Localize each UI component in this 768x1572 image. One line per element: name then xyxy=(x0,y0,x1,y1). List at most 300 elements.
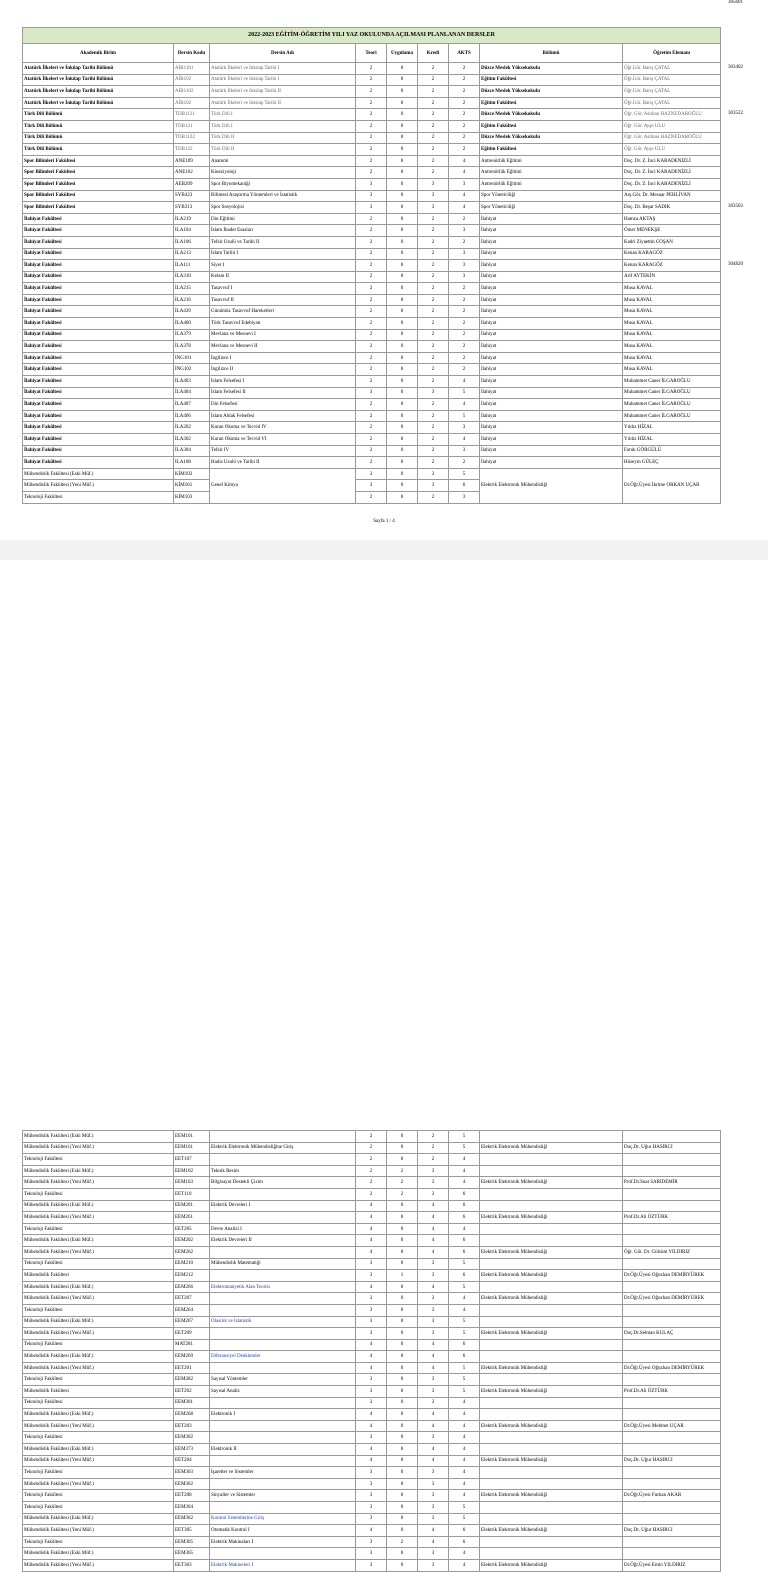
practice-cell: 0 xyxy=(387,480,418,492)
code-cell: EEM163 xyxy=(174,1177,210,1189)
name-cell: Türk Tasavvuf Edebiyatı xyxy=(210,318,356,330)
table-row xyxy=(23,236,721,248)
name-cell: Din Felsefesi xyxy=(210,399,356,411)
side-number: 305601 xyxy=(728,0,743,5)
credit-cell: 2 xyxy=(418,97,449,109)
table-row xyxy=(23,225,721,237)
table-row xyxy=(23,457,721,469)
code-cell: EEM304 xyxy=(174,1502,210,1514)
unit-cell: Teknoloji Fakültesi xyxy=(23,1536,174,1548)
department-cell xyxy=(480,1444,623,1456)
name-cell: Sinyaller ve Sistemler xyxy=(210,1490,356,1502)
code-cell: İLA111 xyxy=(174,260,210,272)
table-row xyxy=(23,1444,721,1456)
practice-cell: 0 xyxy=(387,1328,418,1340)
name-cell: Elektrik Makineleri I xyxy=(210,1559,356,1571)
table-row xyxy=(23,1409,721,1421)
unit-cell: Spor Bilimleri Fakültesi xyxy=(23,190,174,202)
table-row xyxy=(23,1212,721,1224)
practice-cell: 0 xyxy=(387,144,418,156)
unit-cell: Mühendislik Fakültesi (Yeni Müf.) xyxy=(23,1328,174,1340)
unit-cell: Mühendislik Fakültesi (Yeni Müf.) xyxy=(23,480,174,492)
code-cell: EEM365 xyxy=(174,1548,210,1560)
credit-cell: 4 xyxy=(418,1235,449,1247)
credit-cell: 2 xyxy=(418,410,449,422)
unit-cell: Atatürk İlkeleri ve İnkılap Tarihi Bölümü xyxy=(23,74,174,86)
name-cell: Kuran Okuma ve Tecvid VI xyxy=(210,434,356,446)
name-cell: Sayısal Analiz xyxy=(210,1386,356,1398)
ects-cell: 6 xyxy=(449,480,480,492)
credit-cell: 4 xyxy=(418,1351,449,1363)
table-row xyxy=(23,1420,721,1432)
name-cell: Sayısal Yöntemler xyxy=(210,1374,356,1386)
name-cell xyxy=(210,1304,356,1316)
practice-cell: 0 xyxy=(387,178,418,190)
credit-cell: 3 xyxy=(418,178,449,190)
credit-cell: 4 xyxy=(418,1536,449,1548)
theory-cell: 4 xyxy=(356,1351,387,1363)
ects-cell: 2 xyxy=(449,132,480,144)
name-cell: Türk Dili I xyxy=(210,120,356,132)
practice-cell: 0 xyxy=(387,1432,418,1444)
practice-cell: 0 xyxy=(387,1316,418,1328)
department-cell: Eğitim Fakültesi xyxy=(480,74,623,86)
practice-cell: 0 xyxy=(387,1502,418,1514)
credit-cell: 4 xyxy=(418,1455,449,1467)
ects-cell: 4 xyxy=(449,376,480,388)
theory-cell: 3 xyxy=(356,178,387,190)
instructor-cell xyxy=(623,1397,721,1409)
ects-cell: 2 xyxy=(449,318,480,330)
department-cell xyxy=(480,1409,623,1421)
code-cell: EEM212 xyxy=(174,1270,210,1282)
credit-cell: 3 xyxy=(418,1270,449,1282)
name-cell xyxy=(210,1455,356,1467)
department-cell: İlahiyat xyxy=(480,341,623,353)
ects-cell: 4 xyxy=(449,1490,480,1502)
ects-cell: 5 xyxy=(449,1374,480,1386)
credit-cell: 2 xyxy=(418,248,449,260)
instructor-cell xyxy=(623,1188,721,1200)
column-header: Öğretim Elemanı xyxy=(623,44,721,63)
department-cell: Eğitim Fakültesi xyxy=(480,120,623,132)
table-row xyxy=(23,399,721,411)
unit-cell: Teknoloji Fakültesi xyxy=(23,1397,174,1409)
ects-cell: 4 xyxy=(449,155,480,167)
instructor-cell: Musa KAVAL xyxy=(623,283,721,295)
name-cell: İslam Felsefesi I xyxy=(210,376,356,388)
table-row xyxy=(23,1235,721,1247)
unit-cell: Teknoloji Fakültesi xyxy=(23,1258,174,1270)
theory-cell: 2 xyxy=(356,422,387,434)
department-cell xyxy=(480,1154,623,1166)
credit-cell: 3 xyxy=(418,468,449,480)
credit-cell: 4 xyxy=(418,1246,449,1258)
instructor-cell: Dr.Öğr.Üyesi Oğuzhan DEMİRYÜREK xyxy=(623,1293,721,1305)
department-cell: Elektrik Elektronik Mühendisliği xyxy=(480,1142,623,1154)
ects-cell: 4 xyxy=(449,1165,480,1177)
ects-cell: 3 xyxy=(449,260,480,272)
table-row xyxy=(23,1270,721,1282)
ects-cell: 5 xyxy=(449,1142,480,1154)
instructor-cell: Öğr. Gör. Aslıhan HAZNEDAROĞLU xyxy=(623,109,721,121)
table-row xyxy=(23,167,721,179)
credit-cell: 2 xyxy=(418,318,449,330)
table-row xyxy=(23,63,721,75)
table-row xyxy=(23,1525,721,1537)
code-cell: EEM201 xyxy=(174,1200,210,1212)
ects-cell: 2 xyxy=(449,109,480,121)
code-cell: EEM362 xyxy=(174,1478,210,1490)
instructor-cell xyxy=(623,1154,721,1166)
theory-cell: 2 xyxy=(356,225,387,237)
unit-cell: Mühendislik Fakültesi (Yeni Müf.) xyxy=(23,1478,174,1490)
table-row xyxy=(23,1142,721,1154)
department-cell: İlahiyat xyxy=(480,410,623,422)
code-cell: AİB1101 xyxy=(174,63,210,75)
department-cell: İlahiyat xyxy=(480,294,623,306)
credit-cell: 2 xyxy=(418,352,449,364)
document-page-2 xyxy=(0,560,768,1568)
department-cell: Düzce Meslek Yüksekokulu xyxy=(480,132,623,144)
unit-cell: İlahiyat Fakültesi xyxy=(23,422,174,434)
instructor-cell: Doç. Dr. Beşar SADIK xyxy=(623,202,721,214)
column-header: AKTS xyxy=(449,44,480,63)
practice-cell: 0 xyxy=(387,248,418,260)
department-cell xyxy=(480,1502,623,1514)
code-cell: İLA202 xyxy=(174,422,210,434)
table-row xyxy=(23,1281,721,1293)
code-cell: İLA406 xyxy=(174,410,210,422)
theory-cell: 3 xyxy=(356,1258,387,1270)
unit-cell: Teknoloji Fakültesi xyxy=(23,1490,174,1502)
unit-cell: Spor Bilimleri Fakültesi xyxy=(23,202,174,214)
name-cell xyxy=(210,1548,356,1560)
department-cell: Antrenörlük Eğitimi xyxy=(480,178,623,190)
theory-cell: 3 xyxy=(356,1559,387,1571)
theory-cell: 2 xyxy=(356,271,387,283)
document-page-1 xyxy=(0,0,768,540)
table-row xyxy=(23,1397,721,1409)
practice-cell: 0 xyxy=(387,1212,418,1224)
practice-cell: 0 xyxy=(387,1559,418,1571)
code-cell: EET110 xyxy=(174,1188,210,1200)
ects-cell: 2 xyxy=(449,120,480,132)
department-cell: İlahiyat xyxy=(480,271,623,283)
column-header: Teori xyxy=(356,44,387,63)
theory-cell: 2 xyxy=(356,1188,387,1200)
code-cell: EEM264 xyxy=(174,1304,210,1316)
theory-cell: 2 xyxy=(356,248,387,260)
credit-cell: 2 xyxy=(418,74,449,86)
theory-cell: 3 xyxy=(356,1467,387,1479)
ects-cell: 2 xyxy=(449,236,480,248)
department-cell: Elektrik Elektronik Mühendisliği xyxy=(480,468,623,503)
unit-cell: İlahiyat Fakültesi xyxy=(23,318,174,330)
ects-cell: 4 xyxy=(449,1432,480,1444)
practice-cell: 0 xyxy=(387,1409,418,1421)
theory-cell: 3 xyxy=(356,190,387,202)
credit-cell: 2 xyxy=(418,260,449,272)
theory-cell: 4 xyxy=(356,1409,387,1421)
document-title: 2022-2023 EĞİTİM-ÖĞRETİM YILI YAZ OKULUNDA AÇILMASI PLANLANAN DERSLER xyxy=(23,28,721,44)
department-cell: İlahiyat xyxy=(480,387,623,399)
table-row xyxy=(23,410,721,422)
instructor-cell: Muhammet Caner İLGAROĞLU xyxy=(623,376,721,388)
department-cell: Antrenörlük Eğitimi xyxy=(480,167,623,179)
unit-cell: İlahiyat Fakültesi xyxy=(23,248,174,260)
name-cell: Kontrol Sistemlerine Giriş xyxy=(210,1513,356,1525)
courses-table-page-2 xyxy=(22,1130,721,1572)
credit-cell: 2 xyxy=(418,445,449,457)
department-cell: İlahiyat xyxy=(480,329,623,341)
department-cell: Elektrik Elektronik Mühendisliği xyxy=(480,1328,623,1340)
instructor-cell xyxy=(623,1502,721,1514)
practice-cell: 0 xyxy=(387,1154,418,1166)
table-row xyxy=(23,1513,721,1525)
table-row xyxy=(23,1386,721,1398)
ects-cell: 4 xyxy=(449,1293,480,1305)
credit-cell: 2 xyxy=(418,491,449,503)
table-row xyxy=(23,1548,721,1560)
theory-cell: 4 xyxy=(356,1444,387,1456)
code-cell: EEM373 xyxy=(174,1444,210,1456)
table-row xyxy=(23,1502,721,1514)
unit-cell: Mühendislik Fakültesi (Yeni Müf.) xyxy=(23,1293,174,1305)
theory-cell: 3 xyxy=(356,1513,387,1525)
table-row xyxy=(23,1351,721,1363)
credit-cell: 4 xyxy=(418,1409,449,1421)
table-row xyxy=(23,422,721,434)
department-cell xyxy=(480,1165,623,1177)
instructor-cell: Musa KAVAL xyxy=(623,294,721,306)
code-cell: EEM261 xyxy=(174,1212,210,1224)
table-row xyxy=(23,271,721,283)
ects-cell: 5 xyxy=(449,468,480,480)
name-cell: Spor Sosyolojisi xyxy=(210,202,356,214)
theory-cell: 2 xyxy=(356,294,387,306)
name-cell: İşaretler ve Sistemler xyxy=(210,1467,356,1479)
name-cell: Tasavvuf II xyxy=(210,294,356,306)
department-cell: Düzce Meslek Yüksekokulu xyxy=(480,86,623,98)
instructor-cell: Öğr. Gör. Ayşe ULU xyxy=(623,144,721,156)
unit-cell: Mühendislik Fakültesi (Eski Müf.) xyxy=(23,1409,174,1421)
credit-cell: 3 xyxy=(418,1188,449,1200)
credit-cell: 2 xyxy=(418,144,449,156)
ects-cell: 3 xyxy=(449,445,480,457)
instructor-cell: Ömer MENEKŞE xyxy=(623,225,721,237)
credit-cell: 3 xyxy=(418,1432,449,1444)
table-row xyxy=(23,1188,721,1200)
table-row xyxy=(23,341,721,353)
theory-cell: 3 xyxy=(356,1316,387,1328)
table-row xyxy=(23,1362,721,1374)
ects-cell: 3 xyxy=(449,271,480,283)
unit-cell: Atatürk İlkeleri ve İnkılap Tarihi Bölümü xyxy=(23,63,174,75)
ects-cell: 4 xyxy=(449,1223,480,1235)
code-cell: İLA460 xyxy=(174,318,210,330)
ects-cell: 5 xyxy=(449,1386,480,1398)
name-cell: Teknik Resim xyxy=(210,1165,356,1177)
credit-cell: 4 xyxy=(418,1525,449,1537)
credit-cell: 3 xyxy=(418,1490,449,1502)
theory-cell: 2 xyxy=(356,155,387,167)
instructor-cell: Öğr. Gör. Aslıhan HAZNEDAROĞLU xyxy=(623,132,721,144)
instructor-cell: Öğr. Gör. Dr. Gülsüm YILDIRIZ xyxy=(623,1246,721,1258)
credit-cell: 2 xyxy=(418,236,449,248)
column-header: Uygulama xyxy=(387,44,418,63)
unit-cell: Mühendislik Fakültesi (Yeni Müf.) xyxy=(23,1420,174,1432)
ects-cell: 4 xyxy=(449,434,480,446)
name-cell: Genel Kimya xyxy=(210,468,356,503)
department-cell xyxy=(480,1548,623,1560)
instructor-cell: Öğr. Gör. Ayşe ULU xyxy=(623,120,721,132)
name-cell: Atatürk İlkeleri ve İnkılap Tarihi I xyxy=(210,74,356,86)
unit-cell: İlahiyat Fakültesi xyxy=(23,364,174,376)
ects-cell: 3 xyxy=(449,422,480,434)
practice-cell: 0 xyxy=(387,1258,418,1270)
ects-cell: 3 xyxy=(449,491,480,503)
credit-cell: 3 xyxy=(418,1304,449,1316)
credit-cell: 4 xyxy=(418,1362,449,1374)
instructor-cell: Doç.Dr. Uğur HASIRCI xyxy=(623,1455,721,1467)
credit-cell: 4 xyxy=(418,1339,449,1351)
ects-cell: 4 xyxy=(449,190,480,202)
practice-cell: 2 xyxy=(387,1188,418,1200)
code-cell: TDB1122 xyxy=(174,132,210,144)
name-cell: İslam Felsefesi II xyxy=(210,387,356,399)
ects-cell: 5 xyxy=(449,1281,480,1293)
unit-cell: İlahiyat Fakültesi xyxy=(23,294,174,306)
unit-cell: Türk Dili Bölümü xyxy=(23,144,174,156)
theory-cell: 3 xyxy=(356,1270,387,1282)
instructor-cell: Kenan KARAGÖZ xyxy=(623,260,721,272)
unit-cell: Mühendislik Fakültesi (Yeni Müf.) xyxy=(23,1525,174,1537)
practice-cell: 0 xyxy=(387,1420,418,1432)
side-number: 303503 xyxy=(728,204,743,209)
practice-cell: 0 xyxy=(387,1397,418,1409)
unit-cell: Teknoloji Fakültesi xyxy=(23,1304,174,1316)
practice-cell: 0 xyxy=(387,341,418,353)
column-header: Akademik Birim xyxy=(23,44,174,63)
name-cell: Tasavvuf I xyxy=(210,283,356,295)
unit-cell: İlahiyat Fakültesi xyxy=(23,399,174,411)
credit-cell: 4 xyxy=(418,1420,449,1432)
table-row xyxy=(23,468,721,480)
code-cell: EEM302 xyxy=(174,1432,210,1444)
code-cell: KİM102 xyxy=(174,468,210,480)
table-row xyxy=(23,1165,721,1177)
instructor-cell xyxy=(623,1409,721,1421)
table-row xyxy=(23,1536,721,1548)
ects-cell: 2 xyxy=(449,213,480,225)
department-cell xyxy=(480,1281,623,1293)
department-cell xyxy=(480,1235,623,1247)
column-header: Kredi xyxy=(418,44,449,63)
name-cell: Atatürk İlkeleri ve İnkılap Tarihi I xyxy=(210,63,356,75)
name-cell: Elektromanyetik Alan Teorisi xyxy=(210,1281,356,1293)
instructor-cell: Muhammet Caner İLGAROĞLU xyxy=(623,387,721,399)
code-cell: İLA378 xyxy=(174,341,210,353)
code-cell: EEM267 xyxy=(174,1316,210,1328)
department-cell: Elektrik Elektronik Mühendisliği xyxy=(480,1362,623,1374)
department-cell: İlahiyat xyxy=(480,422,623,434)
theory-cell: 4 xyxy=(356,1455,387,1467)
ects-cell: 4 xyxy=(449,1154,480,1166)
instructor-cell: Musa KAVAL xyxy=(623,306,721,318)
department-cell: Elektrik Elektronik Mühendisliği xyxy=(480,1455,623,1467)
name-cell: Elektronik I xyxy=(210,1409,356,1421)
practice-cell: 0 xyxy=(387,155,418,167)
unit-cell: İlahiyat Fakültesi xyxy=(23,271,174,283)
code-cell: EET208 xyxy=(174,1490,210,1502)
credit-cell: 2 xyxy=(418,1142,449,1154)
credit-cell: 3 xyxy=(418,190,449,202)
credit-cell: 2 xyxy=(418,120,449,132)
unit-cell: Mühendislik Fakültesi (Eski Müf.) xyxy=(23,1235,174,1247)
practice-cell: 0 xyxy=(387,387,418,399)
table-row xyxy=(23,1316,721,1328)
unit-cell: Mühendislik Fakültesi (Eski Müf.) xyxy=(23,1351,174,1363)
table-row xyxy=(23,97,721,109)
code-cell: EET209 xyxy=(174,1328,210,1340)
practice-cell: 0 xyxy=(387,1362,418,1374)
code-cell: AİB1102 xyxy=(174,86,210,98)
department-cell: Antrenörlük Eğitimi xyxy=(480,155,623,167)
credit-cell: 3 xyxy=(418,1328,449,1340)
instructor-cell xyxy=(623,1478,721,1490)
instructor-cell: Öğr.Gör. Barış ÇATAL xyxy=(623,63,721,75)
practice-cell: 0 xyxy=(387,1490,418,1502)
unit-cell: Atatürk İlkeleri ve İnkılap Tarihi Bölümü xyxy=(23,86,174,98)
code-cell: EET202 xyxy=(174,1386,210,1398)
theory-cell: 2 xyxy=(356,236,387,248)
unit-cell: İlahiyat Fakültesi xyxy=(23,387,174,399)
department-cell: Elektrik Elektronik Mühendisliği xyxy=(480,1525,623,1537)
side-number: 303402 xyxy=(728,65,743,70)
name-cell: Elektronik II xyxy=(210,1444,356,1456)
code-cell: İLA404 xyxy=(174,387,210,399)
name-cell: Elektrik Devreleri II xyxy=(210,1235,356,1247)
table-row xyxy=(23,1339,721,1351)
unit-cell: Spor Bilimleri Fakültesi xyxy=(23,178,174,190)
department-cell xyxy=(480,1316,623,1328)
column-header: Dersin Kodu xyxy=(174,44,210,63)
ects-cell: 5 xyxy=(449,1258,480,1270)
credit-cell: 3 xyxy=(418,1316,449,1328)
name-cell: Elektrik Elektronik Mühendisliğine Giriş xyxy=(210,1142,356,1154)
name-cell: Türk Dili I xyxy=(210,109,356,121)
department-cell xyxy=(480,1397,623,1409)
department-cell xyxy=(480,1467,623,1479)
theory-cell: 2 xyxy=(356,445,387,457)
practice-cell: 0 xyxy=(387,1548,418,1560)
credit-cell: 3 xyxy=(418,1165,449,1177)
table-header xyxy=(23,44,721,63)
credit-cell: 2 xyxy=(418,329,449,341)
name-cell: İslam Tarihi I xyxy=(210,248,356,260)
table-row xyxy=(23,1304,721,1316)
ects-cell: 4 xyxy=(449,167,480,179)
table-row xyxy=(23,306,721,318)
instructor-cell: Dr.Öğr.Üyesi Emin YILDIRIZ xyxy=(623,1559,721,1571)
instructor-cell xyxy=(623,1351,721,1363)
instructor-cell: Musa KAVAL xyxy=(623,329,721,341)
department-cell xyxy=(480,1478,623,1490)
code-cell: EET107 xyxy=(174,1154,210,1166)
practice-cell: 0 xyxy=(387,445,418,457)
theory-cell: 2 xyxy=(356,132,387,144)
